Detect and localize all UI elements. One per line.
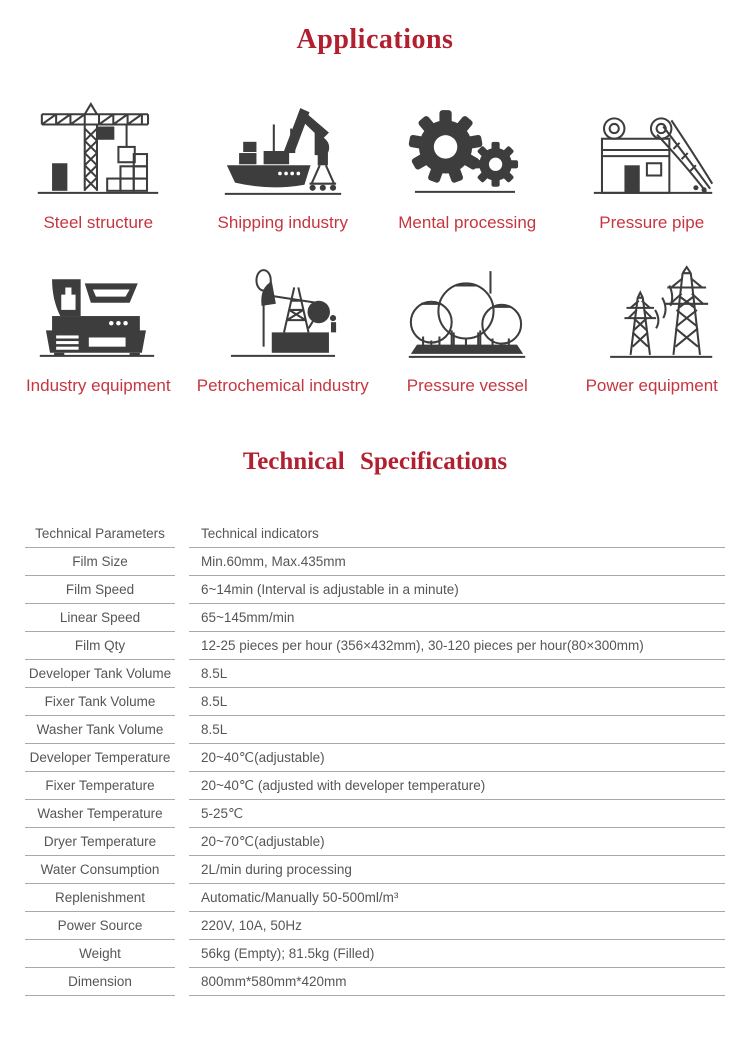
- table-row: [25, 576, 725, 604]
- table-row: [25, 688, 725, 716]
- table-row: [25, 800, 725, 828]
- param-cell: Dimension: [25, 968, 175, 996]
- application-label: Power equipment: [585, 376, 718, 395]
- value-cell: 8.5L: [189, 716, 725, 744]
- param-cell: Washer Temperature: [25, 800, 175, 828]
- power-towers-icon: [585, 265, 719, 363]
- value-cell: 65~145mm/min: [189, 604, 725, 632]
- application-label: Mental processing: [398, 213, 537, 232]
- param-cell: Developer Tank Volume: [25, 660, 175, 688]
- application-item-power-equipment: [560, 265, 745, 396]
- applications-title: Applications: [296, 24, 454, 55]
- application-item-shipping-industry: [191, 102, 376, 233]
- application-label: Petrochemical industry: [196, 376, 369, 395]
- application-item-pressure-vessel: [375, 265, 560, 396]
- value-cell: 220V, 10A, 50Hz: [189, 912, 725, 940]
- oil-pumpjack-icon: [216, 265, 350, 363]
- application-item-pressure-pipe: [560, 102, 745, 233]
- table-row: [25, 940, 725, 968]
- value-cell: 20~70℃(adjustable): [189, 828, 725, 856]
- application-item-industry-equipment: [6, 265, 191, 396]
- industrial-machine-icon: [31, 265, 165, 363]
- param-cell: Fixer Tank Volume: [25, 688, 175, 716]
- param-cell: Technical Parameters: [25, 520, 175, 548]
- value-cell: 20~40℃ (adjusted with developer temperature): [189, 772, 725, 800]
- gears-icon: [400, 102, 534, 200]
- application-label: Shipping industry: [217, 213, 348, 232]
- value-cell: 800mm*580mm*420mm: [189, 968, 725, 996]
- table-row: [25, 744, 725, 772]
- application-item-mental-processing: [375, 102, 560, 233]
- cargo-ship-crane-icon: [216, 102, 350, 200]
- table-row: [25, 604, 725, 632]
- param-cell: Film Qty: [25, 632, 175, 660]
- table-row: [25, 912, 725, 940]
- param-cell: Replenishment: [25, 884, 175, 912]
- param-cell: Weight: [25, 940, 175, 968]
- value-cell: 12-25 pieces per hour (356×432mm), 30-120 pieces per hour(80×300mm): [189, 632, 725, 660]
- value-cell: 56kg (Empty); 81.5kg (Filled): [189, 940, 725, 968]
- param-cell: Power Source: [25, 912, 175, 940]
- table-row: [25, 772, 725, 800]
- table-row: [25, 968, 725, 996]
- applications-grid: [6, 102, 744, 396]
- table-row: [25, 548, 725, 576]
- param-cell: Water Consumption: [25, 856, 175, 884]
- value-cell: Min.60mm, Max.435mm: [189, 548, 725, 576]
- value-cell: 8.5L: [189, 660, 725, 688]
- storage-tanks-icon: [400, 265, 534, 363]
- value-cell: Technical indicators: [189, 520, 725, 548]
- application-label: Industry equipment: [25, 376, 171, 395]
- table-row: [25, 520, 725, 548]
- value-cell: Automatic/Manually 50-500ml/m³: [189, 884, 725, 912]
- application-label: Pressure vessel: [406, 376, 528, 395]
- param-cell: Linear Speed: [25, 604, 175, 632]
- tower-crane-icon: [31, 102, 165, 200]
- param-cell: Film Speed: [25, 576, 175, 604]
- param-cell: Developer Temperature: [25, 744, 175, 772]
- value-cell: 6~14min (Interval is adjustable in a minute): [189, 576, 725, 604]
- table-row: [25, 884, 725, 912]
- table-row: [25, 632, 725, 660]
- application-item-petrochemical-industry: [191, 265, 376, 396]
- specifications-table: [25, 520, 725, 996]
- table-row: [25, 828, 725, 856]
- application-label: Pressure pipe: [599, 213, 705, 232]
- table-row: [25, 716, 725, 744]
- value-cell: 20~40℃(adjustable): [189, 744, 725, 772]
- application-item-steel-structure: [6, 102, 191, 233]
- table-row: [25, 660, 725, 688]
- value-cell: 8.5L: [189, 688, 725, 716]
- table-row: [25, 856, 725, 884]
- pipeline-plant-icon: [585, 102, 719, 200]
- param-cell: Fixer Temperature: [25, 772, 175, 800]
- param-cell: Film Size: [25, 548, 175, 576]
- param-cell: Dryer Temperature: [25, 828, 175, 856]
- application-label: Steel structure: [43, 213, 154, 232]
- value-cell: 5-25℃: [189, 800, 725, 828]
- specifications-title: Technical Specifications: [242, 448, 508, 475]
- value-cell: 2L/min during processing: [189, 856, 725, 884]
- param-cell: Washer Tank Volume: [25, 716, 175, 744]
